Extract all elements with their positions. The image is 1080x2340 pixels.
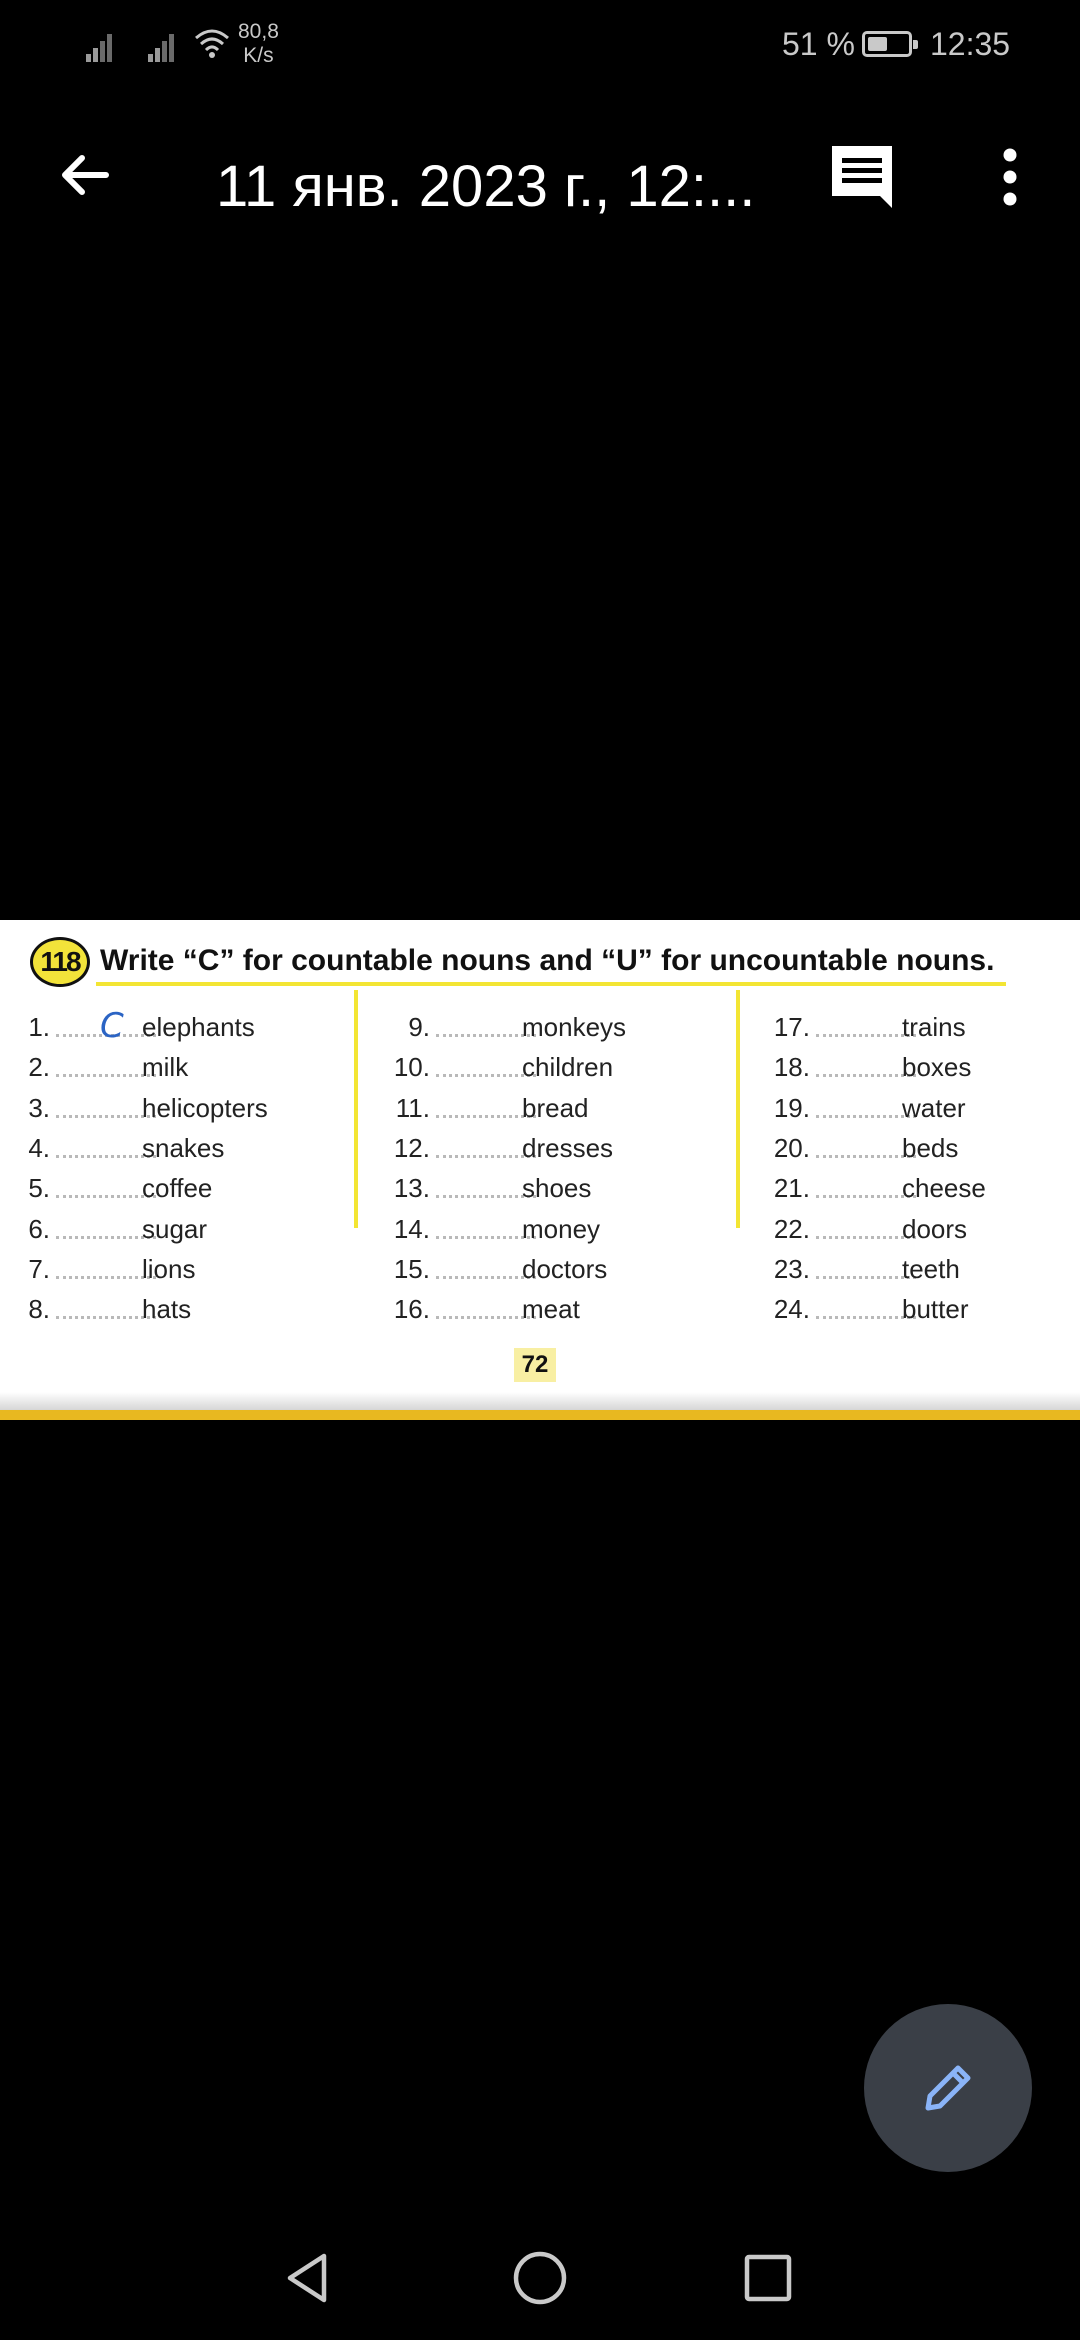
wifi-icon bbox=[192, 22, 232, 62]
item-number: 6. bbox=[28, 1213, 50, 1244]
answer-blank bbox=[56, 1115, 156, 1118]
noun-word: doctors bbox=[522, 1253, 608, 1284]
item-number: 24. bbox=[773, 1294, 810, 1325]
noun-word: boxes bbox=[902, 1052, 972, 1083]
answer-blank bbox=[56, 1276, 156, 1279]
nav-recents-icon bbox=[738, 2248, 798, 2308]
item-number: 22. bbox=[773, 1213, 810, 1244]
noun-word: milk bbox=[142, 1052, 189, 1083]
list-item bbox=[390, 1214, 690, 1254]
list-item bbox=[770, 1093, 1070, 1133]
page-edge bbox=[0, 1410, 1080, 1420]
item-number: 8. bbox=[28, 1294, 50, 1325]
answer-blank bbox=[56, 1195, 156, 1198]
answer-blank bbox=[816, 1236, 916, 1239]
answer-blank bbox=[56, 1236, 156, 1239]
item-number: 15. bbox=[393, 1253, 430, 1284]
answer-blank bbox=[436, 1034, 536, 1037]
nav-home-icon bbox=[510, 2248, 570, 2308]
nav-recents-button[interactable] bbox=[738, 2248, 798, 2308]
answer-blank bbox=[436, 1195, 536, 1198]
answer-blank bbox=[436, 1276, 536, 1279]
answer-blank bbox=[436, 1115, 536, 1118]
exercise-title: Write “C” for countable nouns and “U” for uncountable nouns. bbox=[100, 944, 995, 977]
noun-word: coffee bbox=[142, 1173, 213, 1204]
exercise-number-badge: 118 bbox=[30, 937, 90, 987]
item-number: 13. bbox=[393, 1173, 430, 1204]
noun-word: monkeys bbox=[522, 1012, 627, 1042]
noun-word: helicopters bbox=[142, 1092, 268, 1123]
comment-icon bbox=[826, 140, 900, 214]
item-number: 7. bbox=[28, 1253, 50, 1284]
answer-blank bbox=[436, 1316, 536, 1319]
answer-blank bbox=[436, 1236, 536, 1239]
item-number: 4. bbox=[28, 1132, 50, 1163]
noun-word: beds bbox=[902, 1132, 959, 1163]
nav-back-button[interactable] bbox=[278, 2248, 338, 2308]
noun-word: butter bbox=[902, 1294, 969, 1325]
pencil-icon bbox=[916, 2056, 980, 2120]
list-item bbox=[770, 1214, 1070, 1254]
item-number: 12. bbox=[393, 1132, 430, 1163]
answer-blank bbox=[816, 1034, 916, 1037]
list-item bbox=[770, 1133, 1070, 1173]
noun-word: trains bbox=[902, 1012, 966, 1042]
item-number: 2. bbox=[28, 1052, 50, 1083]
noun-word: dresses bbox=[522, 1132, 614, 1163]
item-number: 10. bbox=[393, 1052, 430, 1083]
more-vert-icon bbox=[990, 142, 1030, 212]
item-number: 1. bbox=[28, 1012, 50, 1042]
noun-word: cheese bbox=[902, 1173, 986, 1204]
answer-blank bbox=[816, 1276, 916, 1279]
noun-word: meat bbox=[522, 1294, 580, 1325]
item-number: 20. bbox=[773, 1132, 810, 1163]
noun-word: money bbox=[522, 1213, 601, 1244]
noun-word: snakes bbox=[142, 1132, 225, 1163]
list-item bbox=[390, 1052, 690, 1092]
item-number: 21. bbox=[773, 1173, 810, 1204]
arrow-back-icon bbox=[50, 140, 120, 210]
noun-word: sugar bbox=[142, 1213, 208, 1244]
back-button[interactable] bbox=[50, 140, 120, 210]
title-highlight bbox=[96, 982, 1006, 986]
nav-home-button[interactable] bbox=[510, 2248, 570, 2308]
item-number: 16. bbox=[393, 1294, 430, 1325]
answer-blank bbox=[56, 1316, 156, 1319]
list-item bbox=[770, 1254, 1070, 1294]
comments-button[interactable] bbox=[826, 140, 900, 214]
list-item bbox=[10, 1214, 310, 1254]
item-number: 9. bbox=[408, 1012, 430, 1042]
network-speed bbox=[238, 20, 279, 68]
list-item bbox=[390, 1173, 690, 1213]
answer-blank bbox=[436, 1155, 536, 1158]
list-item bbox=[10, 1052, 310, 1092]
list-item bbox=[390, 1012, 690, 1052]
item-number: 17. bbox=[773, 1012, 810, 1042]
network-speed-value: 80,8 bbox=[238, 20, 279, 43]
list-item bbox=[770, 1012, 1070, 1052]
battery-icon bbox=[862, 31, 912, 57]
app-bar bbox=[0, 110, 1080, 240]
nav-back-icon bbox=[278, 2248, 338, 2308]
photo-image[interactable] bbox=[0, 920, 1080, 1420]
list-item bbox=[10, 1133, 310, 1173]
list-item bbox=[10, 1173, 310, 1213]
photo-title: 11 янв. 2023 г., 12:... bbox=[216, 154, 756, 219]
status-bar bbox=[0, 0, 1080, 92]
answer-blank bbox=[56, 1074, 156, 1077]
answer-blank bbox=[436, 1074, 536, 1077]
item-number: 19. bbox=[773, 1092, 810, 1123]
list-item bbox=[770, 1294, 1070, 1334]
battery-percent: 51 % bbox=[782, 26, 855, 62]
list-item bbox=[10, 1012, 310, 1052]
answer-blank bbox=[56, 1155, 156, 1158]
item-number: 11. bbox=[395, 1092, 430, 1123]
noun-word: lions bbox=[142, 1253, 196, 1284]
noun-word: elephants bbox=[142, 1012, 255, 1042]
noun-word: teeth bbox=[902, 1253, 960, 1284]
item-number: 3. bbox=[28, 1092, 50, 1123]
list-item bbox=[770, 1052, 1070, 1092]
clock: 12:35 bbox=[930, 26, 1011, 62]
answer-blank bbox=[816, 1155, 916, 1158]
noun-word: doors bbox=[902, 1213, 968, 1244]
answer-blank bbox=[816, 1195, 916, 1198]
list-item bbox=[390, 1294, 690, 1334]
noun-word: hats bbox=[142, 1294, 192, 1325]
item-number: 23. bbox=[773, 1253, 810, 1284]
column-divider bbox=[736, 990, 740, 1228]
list-item bbox=[390, 1254, 690, 1294]
noun-word: bread bbox=[522, 1092, 589, 1123]
list-item bbox=[390, 1133, 690, 1173]
noun-word: water bbox=[902, 1092, 966, 1123]
network-speed-unit: K/s bbox=[243, 44, 274, 67]
handwritten-answer: C bbox=[100, 1006, 124, 1046]
answer-blank bbox=[816, 1316, 916, 1319]
item-number: 14. bbox=[393, 1213, 430, 1244]
item-number: 18. bbox=[773, 1052, 810, 1083]
list-item bbox=[10, 1294, 310, 1334]
list-item bbox=[10, 1254, 310, 1294]
more-options-button[interactable] bbox=[990, 142, 1030, 212]
list-item bbox=[10, 1093, 310, 1133]
noun-word: shoes bbox=[522, 1173, 592, 1204]
edit-button[interactable] bbox=[864, 2004, 1032, 2172]
column-divider bbox=[354, 990, 358, 1228]
list-item bbox=[390, 1093, 690, 1133]
system-nav-bar bbox=[0, 2200, 1080, 2340]
answer-blank bbox=[816, 1074, 916, 1077]
answer-blank bbox=[816, 1115, 916, 1118]
item-number: 5. bbox=[28, 1173, 50, 1204]
list-item bbox=[770, 1173, 1070, 1213]
battery-fill bbox=[868, 37, 887, 51]
page-edge-shadow bbox=[0, 1392, 1080, 1410]
page-number: 72 bbox=[514, 1348, 556, 1382]
noun-word: children bbox=[522, 1052, 614, 1083]
